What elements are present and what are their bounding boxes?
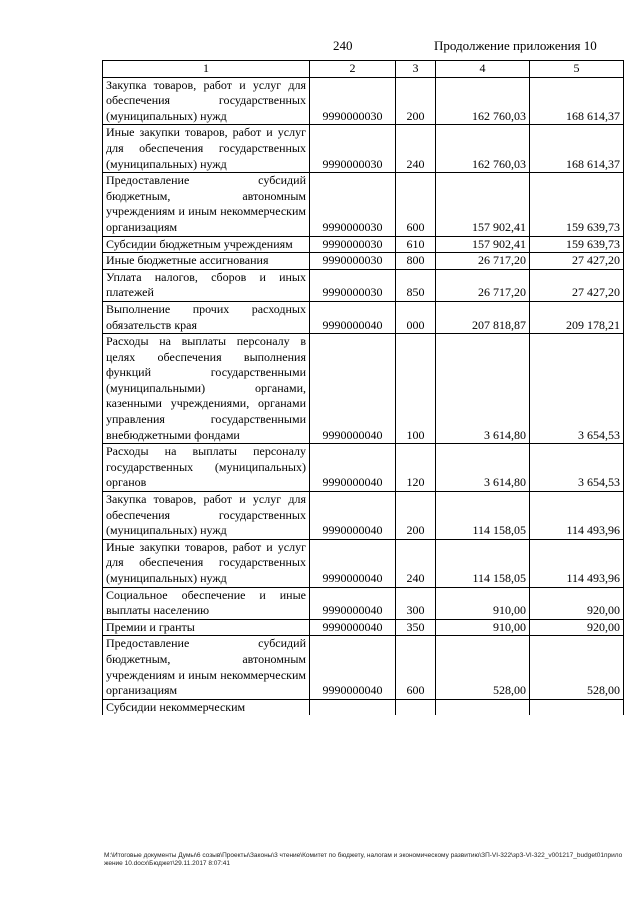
row-amount-col4: 3 614,80 <box>436 334 530 444</box>
row-target-code: 9990000040 <box>310 492 396 540</box>
appendix-continuation-label: Продолжение приложения 10 <box>434 38 597 53</box>
row-amount-col5 <box>530 699 624 715</box>
row-name: Закупка товаров, работ и услуг для обеспечения государственных (муниципальных) нужд <box>103 492 310 540</box>
row-amount-col4: 910,00 <box>436 587 530 619</box>
column-header-2: 2 <box>310 61 396 78</box>
row-target-code: 9990000040 <box>310 444 396 492</box>
row-target-code: 9990000040 <box>310 301 396 333</box>
row-name: Уплата налогов, сборов и иных платежей <box>103 269 310 301</box>
row-expense-type: 600 <box>396 173 436 236</box>
row-amount-col4: 528,00 <box>436 636 530 699</box>
row-target-code: 9990000030 <box>310 77 396 125</box>
row-amount-col5: 3 654,53 <box>530 444 624 492</box>
row-name: Субсидии бюджетным учреждениям <box>103 236 310 253</box>
row-expense-type: 350 <box>396 619 436 636</box>
file-path-footer: М:\Итоговые документы Думы\6 созыв\Проекты\Законы\3 чтение\Комитет по бюджету, налогам и экономическому развитию\ЗП-VI-322\зрЗ-VI-322_v001217_budget01приложение 10.docx\Бюджет\29.11.2017 8:07:41 <box>104 852 623 867</box>
row-amount-col4: 910,00 <box>436 619 530 636</box>
table-row <box>103 236 624 253</box>
row-amount-col5: 3 654,53 <box>530 334 624 444</box>
table-row <box>103 125 624 173</box>
row-amount-col4: 157 902,41 <box>436 236 530 253</box>
row-amount-col4: 157 902,41 <box>436 173 530 236</box>
row-name: Социальное обеспечение и иные выплаты населению <box>103 587 310 619</box>
row-expense-type: 000 <box>396 301 436 333</box>
row-amount-col4: 26 717,20 <box>436 253 530 270</box>
column-header-1: 1 <box>103 61 310 78</box>
row-expense-type: 300 <box>396 587 436 619</box>
table-row <box>103 539 624 587</box>
row-amount-col4: 3 614,80 <box>436 444 530 492</box>
row-name: Предоставление субсидий бюджетным, автономным учреждениям и иным некоммерческим организациям <box>103 636 310 699</box>
table-row <box>103 77 624 125</box>
row-amount-col5: 528,00 <box>530 636 624 699</box>
row-target-code: 9990000040 <box>310 539 396 587</box>
table-row <box>103 444 624 492</box>
row-amount-col5: 159 639,73 <box>530 236 624 253</box>
row-target-code: 9990000040 <box>310 334 396 444</box>
row-name: Предоставление субсидий бюджетным, автономным учреждениям и иным некоммерческим организациям <box>103 173 310 236</box>
row-expense-type: 610 <box>396 236 436 253</box>
column-header-3: 3 <box>396 61 436 78</box>
column-header-4: 4 <box>436 61 530 78</box>
table-row <box>103 173 624 236</box>
budget-table <box>102 60 624 715</box>
row-name: Иные бюджетные ассигнования <box>103 253 310 270</box>
row-expense-type: 100 <box>396 334 436 444</box>
row-expense-type: 200 <box>396 77 436 125</box>
row-name: Иные закупки товаров, работ и услуг для обеспечения государственных (муниципальных) нужд <box>103 539 310 587</box>
table-row <box>103 619 624 636</box>
table-row <box>103 636 624 699</box>
row-amount-col5: 168 614,37 <box>530 77 624 125</box>
row-amount-col5: 920,00 <box>530 587 624 619</box>
row-name: Выполнение прочих расходных обязательств края <box>103 301 310 333</box>
row-name: Закупка товаров, работ и услуг для обеспечения государственных (муниципальных) нужд <box>103 77 310 125</box>
table-row <box>103 253 624 270</box>
row-name: Расходы на выплаты персоналу государственных (муниципальных) органов <box>103 444 310 492</box>
row-amount-col5: 920,00 <box>530 619 624 636</box>
row-target-code: 9990000040 <box>310 587 396 619</box>
row-amount-col5: 168 614,37 <box>530 125 624 173</box>
row-expense-type: 800 <box>396 253 436 270</box>
page-number: 240 <box>333 38 353 53</box>
table-row <box>103 587 624 619</box>
table-row <box>103 334 624 444</box>
row-name: Расходы на выплаты персоналу в целях обеспечения выполнения функций государственными (муниципальными) органами, казенными учреждениями, органами управления государственными внебюджетными фондами <box>103 334 310 444</box>
row-amount-col4: 207 818,87 <box>436 301 530 333</box>
row-expense-type <box>396 699 436 715</box>
row-expense-type: 600 <box>396 636 436 699</box>
row-amount-col4: 26 717,20 <box>436 269 530 301</box>
row-amount-col5: 27 427,20 <box>530 269 624 301</box>
row-amount-col5: 27 427,20 <box>530 253 624 270</box>
row-expense-type: 240 <box>396 125 436 173</box>
row-target-code <box>310 699 396 715</box>
row-amount-col4: 114 158,05 <box>436 539 530 587</box>
row-expense-type: 240 <box>396 539 436 587</box>
row-amount-col5: 114 493,96 <box>530 492 624 540</box>
row-expense-type: 120 <box>396 444 436 492</box>
row-name: Субсидии некоммерческим <box>103 699 310 715</box>
row-amount-col4 <box>436 699 530 715</box>
table-row <box>103 269 624 301</box>
row-amount-col4: 162 760,03 <box>436 125 530 173</box>
row-target-code: 9990000030 <box>310 236 396 253</box>
row-amount-col5: 114 493,96 <box>530 539 624 587</box>
row-target-code: 9990000030 <box>310 173 396 236</box>
row-amount-col5: 159 639,73 <box>530 173 624 236</box>
row-target-code: 9990000040 <box>310 636 396 699</box>
table-row <box>103 492 624 540</box>
row-name: Премии и гранты <box>103 619 310 636</box>
row-name: Иные закупки товаров, работ и услуг для обеспечения государственных (муниципальных) нужд <box>103 125 310 173</box>
row-expense-type: 200 <box>396 492 436 540</box>
row-amount-col4: 114 158,05 <box>436 492 530 540</box>
row-target-code: 9990000030 <box>310 269 396 301</box>
table-row <box>103 699 624 715</box>
row-target-code: 9990000030 <box>310 253 396 270</box>
row-target-code: 9990000030 <box>310 125 396 173</box>
table-row <box>103 301 624 333</box>
row-target-code: 9990000040 <box>310 619 396 636</box>
column-number-row <box>103 61 624 78</box>
row-amount-col5: 209 178,21 <box>530 301 624 333</box>
row-expense-type: 850 <box>396 269 436 301</box>
column-header-5: 5 <box>530 61 624 78</box>
row-amount-col4: 162 760,03 <box>436 77 530 125</box>
